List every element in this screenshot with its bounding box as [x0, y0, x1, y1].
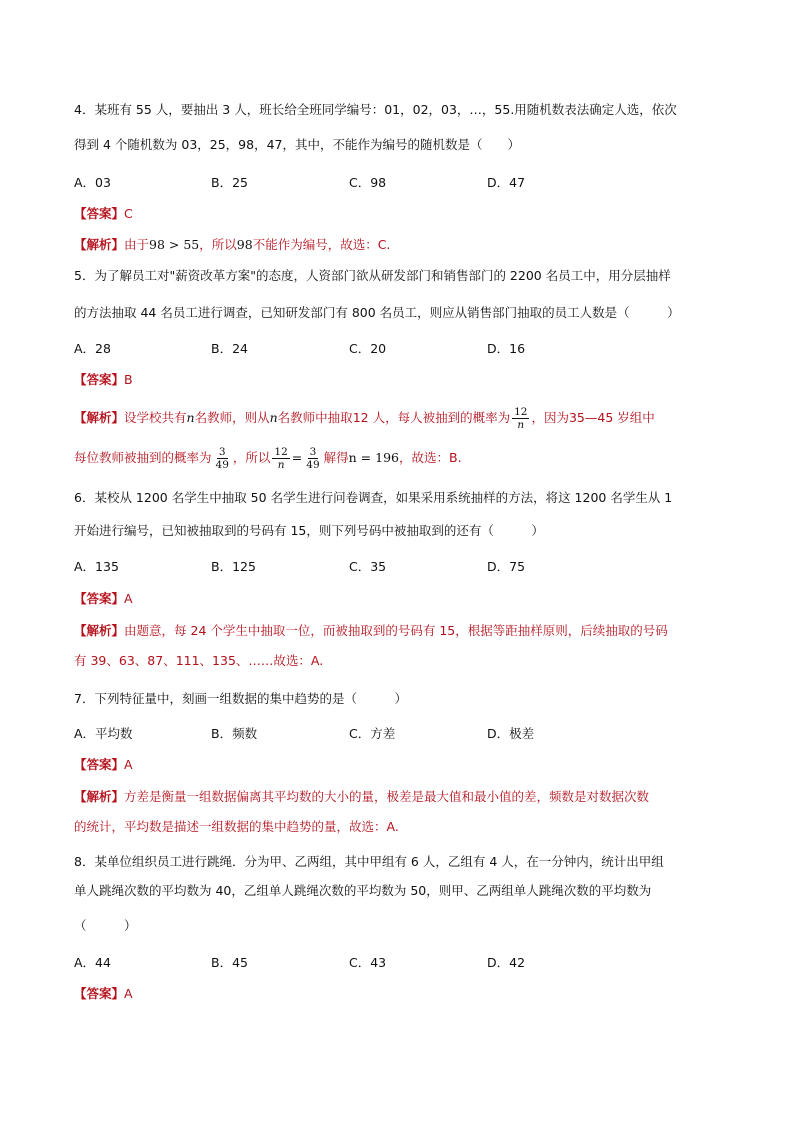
q5-answer [74, 371, 133, 389]
q5-option-b: B．24 [211, 341, 248, 356]
analysis-text: 方差是衡量一组数据偏离其平均数的大小的量，极差是最大值和最小值的差，频数是对数据次数 [124, 789, 650, 804]
analysis-text: 名教师中抽取 [277, 410, 353, 425]
q8-option-a: A．44 [74, 955, 111, 970]
answer-value: B [124, 372, 133, 387]
fraction-numerator: 3 [218, 446, 226, 458]
answer-tag: 【答案】 [74, 986, 125, 1001]
q8-answer [74, 985, 133, 1003]
fraction-3-over-49 [304, 446, 321, 471]
q4-stem-line1: 4．某班有 55 人，要抽出 3 人，班长给全班同学编号：01，02，03，…，55.用随机数表法确定人选，依次 [74, 102, 677, 117]
q8-option-b: B．45 [211, 955, 248, 970]
analysis-text: ，所以 [232, 450, 271, 465]
analysis-text: 由于 [124, 237, 150, 252]
q7-option-a: A．平均数 [74, 726, 133, 741]
q4-option-d: D．47 [487, 175, 526, 190]
answer-value: A [124, 757, 133, 772]
q5-stem-line1: 5．为了解员工对"薪资改革方案"的态度，人资部门欲从研发部门和销售部门的 2200 名员工中，用分层抽样 [74, 268, 671, 283]
fraction-12-over-n [272, 446, 289, 471]
analysis-text: 有 39、63、87、111、135、……故选：A. [74, 653, 324, 668]
analysis-tag: 【解析】 [74, 623, 125, 638]
answer-tag: 【答案】 [74, 591, 125, 606]
answer-value: A [124, 591, 133, 606]
fraction-numerator: 12 [514, 406, 528, 418]
q5-option-d: D．16 [487, 341, 526, 356]
q4-stem-line2: 得到 4 个随机数为 03，25，98，47，其中，不能作为编号的随机数是（ ） [74, 137, 520, 152]
fraction-denominator: n [517, 419, 525, 431]
fraction-numerator: 3 [309, 446, 317, 458]
q4-option-a: A．03 [74, 175, 111, 190]
fraction-denominator: 49 [306, 459, 320, 471]
q7-analysis-line1 [74, 788, 649, 806]
q6-analysis-line2 [74, 652, 323, 670]
fraction-12-over-n [512, 406, 529, 431]
q4-option-b: B．25 [211, 175, 248, 190]
analysis-math: 98 > 55 [149, 237, 200, 252]
q8-stem-line3: （ ） [74, 918, 137, 933]
q4-analysis [74, 236, 390, 254]
fraction-denominator: 49 [215, 459, 229, 471]
q7-option-b: B．频数 [211, 726, 258, 741]
analysis-text: 35—45 岁组中 [568, 410, 655, 425]
analysis-text: 每位教师被抽到的概率为 [74, 450, 212, 465]
equals-sign: = [291, 450, 303, 465]
q5-stem-line2: 的方法抽取 44 名员工进行调查，已知研发部门有 800 名员工，则应从销售部门抽取的员工人数是（ ） [74, 305, 680, 320]
analysis-text: 不能作为编号，故选：C. [252, 237, 391, 252]
answer-tag: 【答案】 [74, 372, 125, 387]
q8-option-d: D．42 [487, 955, 526, 970]
q7-answer [74, 756, 133, 774]
answer-tag: 【答案】 [74, 206, 125, 221]
analysis-text: 12 人 [352, 410, 386, 425]
q6-option-b: B．125 [211, 559, 256, 574]
q7-stem: 7．下列特征量中，刻画一组数据的集中趋势的是（ ） [74, 691, 407, 706]
q5-option-c: C．20 [349, 341, 387, 356]
analysis-text: ，因为 [531, 410, 569, 425]
q5-analysis-line1 [74, 406, 655, 431]
q6-answer [74, 590, 133, 608]
q6-analysis-line1 [74, 622, 668, 640]
q8-stem-line1: 8．某单位组织员工进行跳绳．分为甲、乙两组，其中甲组有 6 人，乙组有 4 人，在一分钟内，统计出甲组 [74, 854, 664, 869]
variable-n: n [269, 410, 278, 425]
q7-option-d: D．极差 [487, 726, 535, 741]
q4-answer [74, 205, 133, 223]
q8-option-c: C．43 [349, 955, 387, 970]
answer-value: C [124, 206, 133, 221]
analysis-text: 解得 [323, 450, 349, 465]
variable-n: n [186, 410, 195, 425]
q6-stem-line2: 开始进行编号，已知被抽取到的号码有 15，则下列号码中被抽取到的还有（ ） [74, 523, 544, 538]
fraction-3-over-49 [214, 446, 231, 471]
q6-option-c: C．35 [349, 559, 387, 574]
analysis-text: ，每人被抽到的概率为 [385, 410, 511, 425]
analysis-math: n = 196 [348, 450, 399, 465]
analysis-tag: 【解析】 [74, 789, 125, 804]
q6-option-d: D．75 [487, 559, 526, 574]
q6-stem-line1: 6．某校从 1200 名学生中抽取 50 名学生进行问卷调查，如果采用系统抽样的方法，将这 1200 名学生从 1 [74, 490, 673, 505]
q5-option-a: A．28 [74, 341, 111, 356]
fraction-denominator: n [277, 459, 285, 471]
q7-option-c: C．方差 [349, 726, 396, 741]
analysis-text: ，所以 [199, 237, 237, 252]
q4-option-c: C．98 [349, 175, 387, 190]
analysis-tag: 【解析】 [74, 410, 125, 425]
analysis-text: ，故选：B. [399, 450, 462, 465]
q6-option-a: A．135 [74, 559, 119, 574]
analysis-text: 的统计，平均数是描述一组数据的集中趋势的量，故选：A. [74, 819, 399, 834]
answer-tag: 【答案】 [74, 757, 125, 772]
q7-analysis-line2 [74, 818, 399, 836]
q5-analysis-line2 [74, 446, 462, 471]
q8-stem-line2: 单人跳绳次数的平均数为 40，乙组单人跳绳次数的平均数为 50，则甲、乙两组单人跳绳次数的平均数为 [74, 883, 652, 898]
fraction-numerator: 12 [274, 446, 288, 458]
analysis-text: 名教师，则从 [194, 410, 270, 425]
analysis-text: 由题意，每 24 个学生中抽取一位，而被抽取到的号码有 15，根据等距抽样原则，后续抽取的号码 [124, 623, 668, 638]
analysis-math: 98 [236, 237, 253, 252]
answer-value: A [124, 986, 133, 1001]
analysis-text: 设学校共有 [124, 410, 187, 425]
analysis-tag: 【解析】 [74, 237, 125, 252]
